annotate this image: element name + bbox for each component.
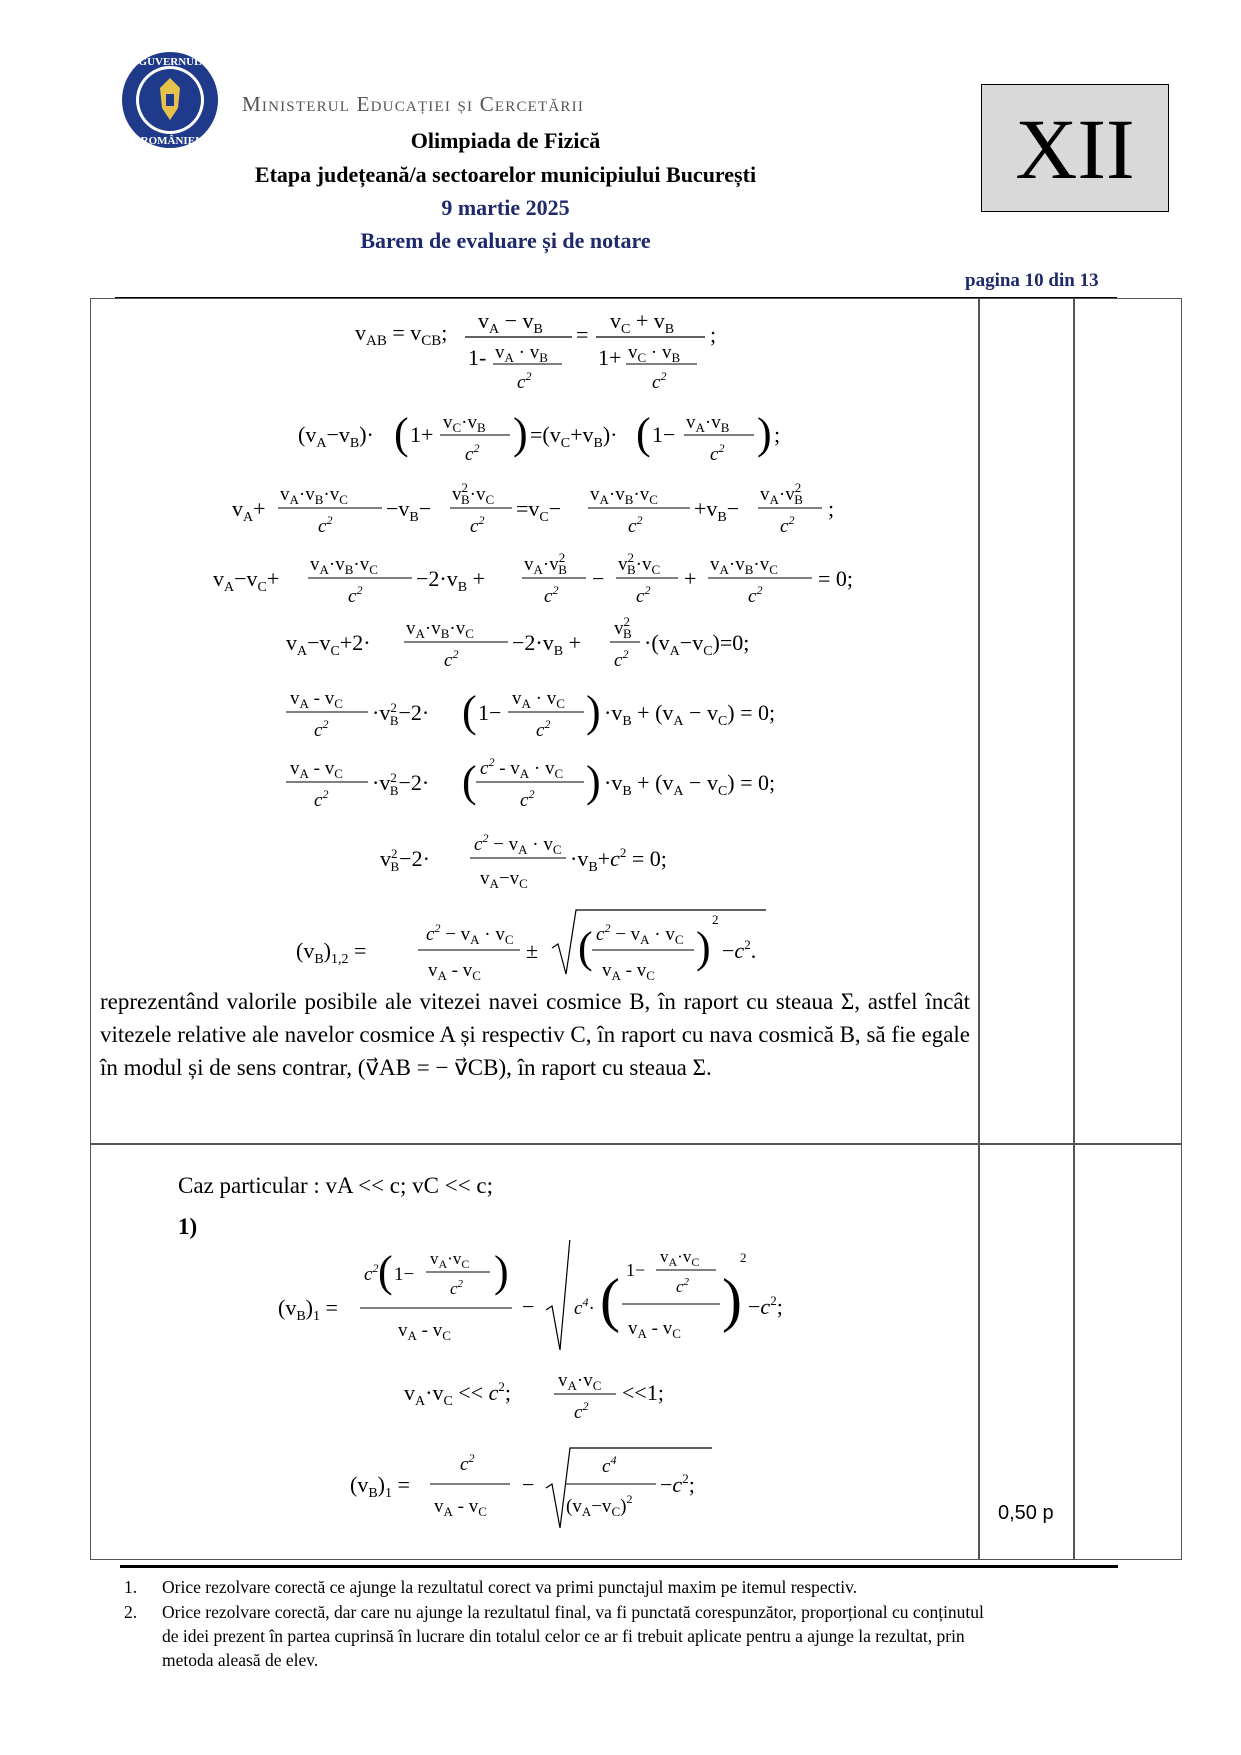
grade-box: XII xyxy=(981,84,1169,212)
svg-text:c2: $c^2$ xyxy=(444,647,459,671)
item-score: 0,50 p xyxy=(998,1502,1054,1524)
svg-text:): ) xyxy=(696,923,711,972)
svg-text:±: ± xyxy=(526,938,539,963)
svg-text:v2B·vC: $v^2$ $B\cdot v_C$ xyxy=(452,480,495,507)
svg-text:;: ; xyxy=(774,422,781,447)
svg-text:vC·vB: $v_C\cdot v_B$ xyxy=(443,412,486,435)
exam-date: 9 martie 2025 xyxy=(441,195,570,220)
svg-text:1−: 1− xyxy=(478,700,502,725)
svg-text:(vB)1 =: $(v_B)_1$ = xyxy=(278,1295,338,1324)
svg-text:vA·v2B: $v_A\cdot v^2$ B xyxy=(760,480,803,507)
svg-text:): ) xyxy=(494,1247,509,1296)
svg-text:<<1;: <<1; xyxy=(622,1380,664,1405)
svg-text:=: = xyxy=(576,322,589,347)
table-column-divider xyxy=(978,298,980,1560)
svg-text:c2: $c^2$ xyxy=(470,513,485,537)
svg-text:·v2B−2·: $\cdot v^2$ B−2· xyxy=(372,770,430,798)
svg-text:vA·vC: $v_A\cdot v_C$ xyxy=(660,1247,700,1269)
svg-text:c4: $c^4$ xyxy=(602,1453,617,1477)
svg-text:=(vC+vB)·: $=(v_C+v_B)\cdot$ xyxy=(530,422,618,451)
svg-text:1−: 1− xyxy=(652,422,676,447)
svg-text:vA·vB·vC: $v_A\cdot v_B\cdot v_C$ xyxy=(406,618,474,641)
svg-text:c2 − vA · vC: $c^2 - v_A \cdot v_C$ xyxy=(474,831,562,857)
svg-text:;: ; xyxy=(710,322,717,347)
svg-text:c2: $c^2$ xyxy=(636,583,651,607)
svg-text:2: 2 xyxy=(740,1250,747,1265)
svg-text:c4·: $c^4\cdot$ xyxy=(574,1295,595,1319)
page-number: pagina 10 din 13 xyxy=(965,270,1099,291)
svg-text:1−: 1− xyxy=(626,1260,646,1280)
svg-text:c2 − vA · vC: $c^2 - v_A \cdot v_C$ xyxy=(596,921,684,947)
svg-text:(: ( xyxy=(600,1267,620,1333)
svg-text:v2B·vC: $v^2$ $B\cdot v_C$ xyxy=(618,550,661,577)
svg-text:−c2;: $-c^2$; xyxy=(660,1471,695,1497)
equation-block-1 xyxy=(0,300,978,980)
svg-text:−c2;: $-c^2$; xyxy=(748,1293,783,1319)
footer-divider xyxy=(120,1565,1118,1568)
explanation-paragraph: reprezentând valorile posibile ale vitezei navei cosmice B, în raport cu steaua Σ, astfel încât vitezele relative ale navelor cosmice A și respectiv C, în raport cu nava cosmică B, să fie egale în modul și de sens contrar, (v⃗AB = − v⃗CB), în raport cu steaua Σ. xyxy=(100,989,970,1080)
svg-text:vA·vC << c2;: $v_A\cdot v_C << c^2$; xyxy=(404,1379,512,1409)
svg-text:c2: $c^2$ xyxy=(520,787,535,811)
svg-text:c2 - vA · vC: $c^2 - v_A \cdot v_C$ xyxy=(480,755,564,781)
footer-note-text: Orice rezolvare corectă ce ajunge la rezultatul corect va primi punctajul maxim pe itemul respectiv. xyxy=(162,1577,858,1597)
svg-text:c2: $c^2$ xyxy=(536,717,551,741)
svg-text:vA−vC: $v_A-v_C$ xyxy=(480,868,528,891)
equation-block-2 xyxy=(0,1240,978,1540)
svg-text:−2·vB +: $-2\cdot v_B$ + xyxy=(512,630,581,659)
svg-text:c2: $c^2$ xyxy=(364,1261,379,1285)
svg-text:−2·vB +: $-2\cdot v_B$ + xyxy=(416,566,485,595)
svg-text:v2B: $v^2$ B xyxy=(614,614,632,641)
olympiad-title: Olimpiada de Fizică xyxy=(410,128,601,153)
footer-note-text: Orice rezolvare corectă, dar care nu ajunge la rezultatul final, va fi punctată corespunzător, proporțional cu conținutul de idei prezent în partea cuprinsă în lucrare din totalul celor ce ar fi trebuit aplicate pentru a ajunge la rezultat, prin metoda aleasă de elev. xyxy=(162,1602,984,1670)
svg-text:(vA−vC)2: $(v_A-v_C)^2$ xyxy=(566,1492,633,1519)
svg-text:c2: $c^2$ xyxy=(318,513,333,537)
svg-text:c2: $c^2$ xyxy=(460,1451,475,1475)
svg-text:vC · vB: $v_C \cdot v_B$ xyxy=(628,342,681,365)
svg-text:c2: $c^2$ xyxy=(544,583,559,607)
svg-text:c2: $c^2$ xyxy=(780,513,795,537)
svg-text:(vB)1,2 =: $(v_B)_{1,2}$ = xyxy=(296,938,367,967)
svg-text:vA+: $v_A+$ xyxy=(232,496,266,525)
svg-text:−: − xyxy=(522,1472,535,1497)
svg-text:c2: $c^2$ xyxy=(465,441,480,465)
svg-text:vA · vB: $v_A \cdot v_B$ xyxy=(495,342,548,365)
svg-text:c2: $c^2$ xyxy=(676,1276,690,1296)
svg-text:·vB+c2 = 0;: $\cdot v_B+c^2 = 0$; xyxy=(570,845,667,875)
svg-text:c2: $c^2$ xyxy=(748,583,763,607)
svg-text:c2: $c^2$ xyxy=(314,717,329,741)
svg-text:=vC−: $=v_C-$ xyxy=(516,496,562,525)
svg-text:c2: $c^2$ xyxy=(652,369,667,393)
svg-text:vA − vB: $v_A - v_B$ xyxy=(478,308,543,337)
table-row-divider xyxy=(90,1143,1182,1145)
svg-text:vA·vB·vC: $v_A\cdot v_B\cdot v_C$ xyxy=(710,554,778,577)
svg-text:): ) xyxy=(586,757,601,806)
svg-text:;: ; xyxy=(828,496,835,521)
svg-text:−: − xyxy=(522,1294,535,1319)
svg-text:c2: $c^2$ xyxy=(614,647,629,671)
svg-text:vC + vB: $v_C + v_B$ xyxy=(610,308,675,337)
footer-note-number: 2. xyxy=(124,1602,138,1622)
svg-text:ROMÂNIEI: ROMÂNIEI xyxy=(140,135,200,147)
svg-text:vA - vC: $v_A - v_C$ xyxy=(434,1496,487,1519)
svg-text:1−: 1− xyxy=(394,1264,415,1285)
svg-text:GUVERNUL: GUVERNUL xyxy=(138,56,202,68)
svg-text:c2: $c^2$ xyxy=(574,1399,589,1423)
svg-text:c2: $c^2$ xyxy=(450,1278,464,1298)
case-number: 1) xyxy=(178,1214,198,1239)
svg-text:v2B−2·: $v^2$ B−2· xyxy=(380,846,430,874)
svg-text:·vB + (vA − vC) = 0;: $\cdot v_B + (v_A - v_C) = 0$; xyxy=(604,700,776,729)
svg-text:+: + xyxy=(684,566,697,591)
table-column-divider xyxy=(1073,298,1075,1560)
svg-text:c2: $c^2$ xyxy=(348,583,363,607)
svg-text:c2: $c^2$ xyxy=(517,369,532,393)
svg-text:(: ( xyxy=(394,409,409,458)
svg-text:vA·v2B: $v_A\cdot v^2$ B xyxy=(524,550,567,577)
svg-text:(: ( xyxy=(578,923,593,972)
svg-text:−c2.: $-c^2$. xyxy=(722,937,757,963)
svg-text:vA−vC+: $v_A-v_C+$ xyxy=(213,566,280,595)
svg-text:c2: $c^2$ xyxy=(628,513,643,537)
svg-text:): ) xyxy=(513,409,528,458)
svg-text:vA - vC: $v_A - v_C$ xyxy=(290,688,343,711)
svg-text:): ) xyxy=(757,409,772,458)
svg-text:(: ( xyxy=(636,409,651,458)
document-subtitle: Barem de evaluare și de notare xyxy=(360,228,651,253)
svg-text:= 0;: = 0; xyxy=(818,566,854,591)
svg-text:2: 2 xyxy=(712,912,719,927)
svg-text:vA·vB·vC: $v_A\cdot v_B\cdot v_C$ xyxy=(280,484,348,507)
svg-text:1+: 1+ xyxy=(410,422,434,447)
svg-text:(: ( xyxy=(462,757,477,806)
svg-text:1-: 1- xyxy=(468,345,487,370)
stage-title: Etapa județeană/a sectoarelor municipiului București xyxy=(254,162,757,187)
svg-text:−vB−: $-v_B-$ xyxy=(386,496,432,525)
particular-case-label: Caz particular : vA << c; vC << c; xyxy=(178,1173,494,1198)
svg-text:(: ( xyxy=(462,687,477,736)
svg-text:vA - vC: $v_A - v_C$ xyxy=(290,758,343,781)
svg-text:): ) xyxy=(722,1267,742,1333)
svg-text:vA - vC: $v_A - v_C$ xyxy=(628,1318,681,1341)
svg-text:): ) xyxy=(586,687,601,736)
svg-text:vA·vC: $v_A\cdot v_C$ xyxy=(430,1249,470,1271)
svg-text:·v2B−2·: $\cdot v^2$ B−2· xyxy=(372,700,430,728)
svg-text:vA·vB·vC: $v_A\cdot v_B\cdot v_C$ xyxy=(590,484,658,507)
svg-text:(: ( xyxy=(378,1247,393,1296)
svg-text:vA·vB: $v_A\cdot v_B$ xyxy=(686,412,730,435)
svg-text:c2: $c^2$ xyxy=(314,787,329,811)
svg-text:·vB + (vA − vC) = 0;: $\cdot v_B + (v_A - v_C) = 0$; xyxy=(604,770,776,799)
svg-text:vA·vC: $v_A\cdot v_C$ xyxy=(558,1370,602,1393)
svg-text:1+: 1+ xyxy=(598,345,622,370)
footer-note-number: 1. xyxy=(124,1577,138,1597)
svg-text:vA - vC: $v_A - v_C$ xyxy=(602,960,655,980)
svg-text:c2: $c^2$ xyxy=(710,441,725,465)
svg-text:(vA−vB)·: $(v_A-v_B)\cdot$ xyxy=(298,422,374,451)
svg-text:(vB)1 =: $(v_B)_1$ = xyxy=(350,1472,410,1501)
svg-text:+vB−: $+v_B-$ xyxy=(694,496,740,525)
svg-text:−: − xyxy=(592,566,605,591)
ministry-name: Ministerul Educației și Cercetării xyxy=(242,92,585,116)
footer-note xyxy=(124,1600,994,1672)
footer-note xyxy=(124,1575,994,1599)
svg-text:c2 − vA · vC: $c^2 - v_A \cdot v_C$ xyxy=(426,921,514,947)
svg-text:vA · vC: $v_A \cdot v_C$ xyxy=(512,688,565,711)
svg-text:vA - vC: $v_A - v_C$ xyxy=(428,960,481,980)
svg-text:·(vA−vC)=0;: $\cdot(v_A-v_C)=0$; xyxy=(644,630,750,659)
svg-text:vA·vB·vC: $v_A\cdot v_B\cdot v_C$ xyxy=(310,554,378,577)
svg-text:vA−vC+2·: $v_A-v_C+2\cdot$ xyxy=(286,630,371,659)
svg-text:vA - vC: $v_A - v_C$ xyxy=(398,1320,451,1343)
svg-text:vAB = vCB;: $v_{AB} = v_{CB}$; xyxy=(355,320,448,349)
